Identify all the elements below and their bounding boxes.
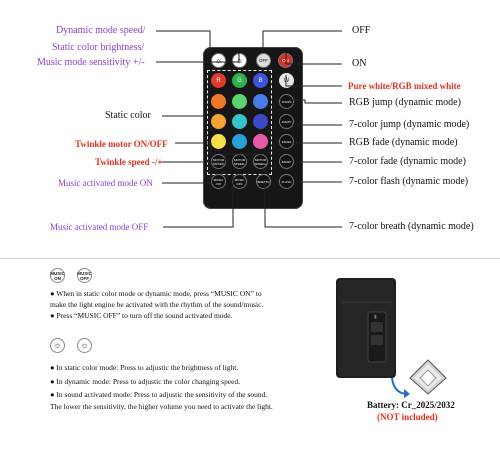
bright-text-line3: ● In sound activated mode: Press to adjustic the sensitivity of the sound. xyxy=(50,390,268,399)
divider xyxy=(0,258,500,259)
battery-coin-icon xyxy=(406,356,450,396)
bright-text-line4: The lower the sensitivity, the higher volume you need to activate the light. xyxy=(50,402,273,411)
blue-button[interactable]: B xyxy=(253,73,268,88)
rgb-jump-label: RGB jump (dynamic mode) xyxy=(349,97,461,108)
bright-text-line2: ● In dynamic mode: Press to adjustic the color changing speed. xyxy=(50,377,241,386)
jump3-button[interactable]: JUMP3 xyxy=(279,94,294,109)
dyn-speed-label: Dynamic mode speed/ xyxy=(56,25,146,36)
green-button[interactable]: G xyxy=(232,73,247,88)
static-bright-label: Static color brightness/ xyxy=(52,42,145,53)
fade7-button[interactable]: FADE7 xyxy=(279,154,294,169)
static-color-label: Static color xyxy=(105,110,151,121)
brightness-minus-icon: ☼ xyxy=(50,338,65,353)
pure-white-label: Pure white/RGB mixed white xyxy=(348,81,461,91)
off-label: OFF xyxy=(352,25,371,36)
color7-breath-label: 7-color breath (dynamic mode) xyxy=(349,221,474,232)
jump7-button[interactable]: JUMP7 xyxy=(279,114,294,129)
brightness-plus-icon: ☼ xyxy=(77,338,92,353)
music-on-button[interactable]: MUSIC ON xyxy=(211,174,226,189)
twinkle-speed-label: Twinkle speed -/+ xyxy=(95,157,163,167)
battery-label: Battery: Cr_2025/2032 xyxy=(367,400,455,410)
motor-onoff-button[interactable]: MOTOR ON/OFF xyxy=(211,154,226,169)
music-sens-label: Music mode sensitivity +/- xyxy=(37,57,145,68)
color7-fade-label: 7-color fade (dynamic mode) xyxy=(349,156,466,167)
music-text-line2: make the light engine be activated with the rhythm of the sound/music. xyxy=(50,300,264,309)
fade3-button[interactable]: FADE3 xyxy=(279,134,294,149)
music-text-line1: ● When in static color mode or dynamic mode, press “MUSIC ON” to xyxy=(50,289,262,298)
on-button[interactable]: ON xyxy=(278,53,293,68)
svg-text:▮: ▮ xyxy=(374,314,377,320)
music-on-icon: MUSIC ON xyxy=(50,268,65,283)
music-text-line3: ● Press “MUSIC OFF” to turn off the sound activated mode. xyxy=(50,311,233,320)
color7-flash-label: 7-color flash (dynamic mode) xyxy=(349,176,469,187)
bright-text-line1: ● In static color mode: Press to adjustic the brightness of light. xyxy=(50,363,239,372)
rgb-fade-label: RGB fade (dynamic mode) xyxy=(349,137,458,148)
off-button[interactable]: OFF xyxy=(256,53,271,68)
on-label: ON xyxy=(352,58,367,69)
music-off-button[interactable]: MUSIC OFF xyxy=(232,174,247,189)
twinkle-motor-label: Twinkle motor ON/OFF xyxy=(75,139,168,149)
music-off-label: Music activated mode OFF xyxy=(50,222,149,232)
white-button[interactable]: W xyxy=(279,73,294,88)
battery-note: (NOT included) xyxy=(377,412,438,422)
breath-button[interactable]: BREATH xyxy=(256,174,271,189)
sun-plus-icon: ☼ xyxy=(235,55,244,65)
color7-jump-label: 7-color jump (dynamic mode) xyxy=(349,119,470,130)
flash-button[interactable]: FLASH xyxy=(279,174,294,189)
music-on-label: Music activated mode ON xyxy=(58,178,153,188)
arrow-icon xyxy=(388,372,412,400)
red-button[interactable]: R xyxy=(211,73,226,88)
sun-minus-icon: ☼ xyxy=(214,55,223,65)
motor-speed-minus-button[interactable]: MOTOR SPEED- xyxy=(232,154,247,169)
music-off-icon: MUSIC OFF xyxy=(77,268,92,283)
motor-speed-plus-button[interactable]: MOTOR SPEED+ xyxy=(253,154,268,169)
